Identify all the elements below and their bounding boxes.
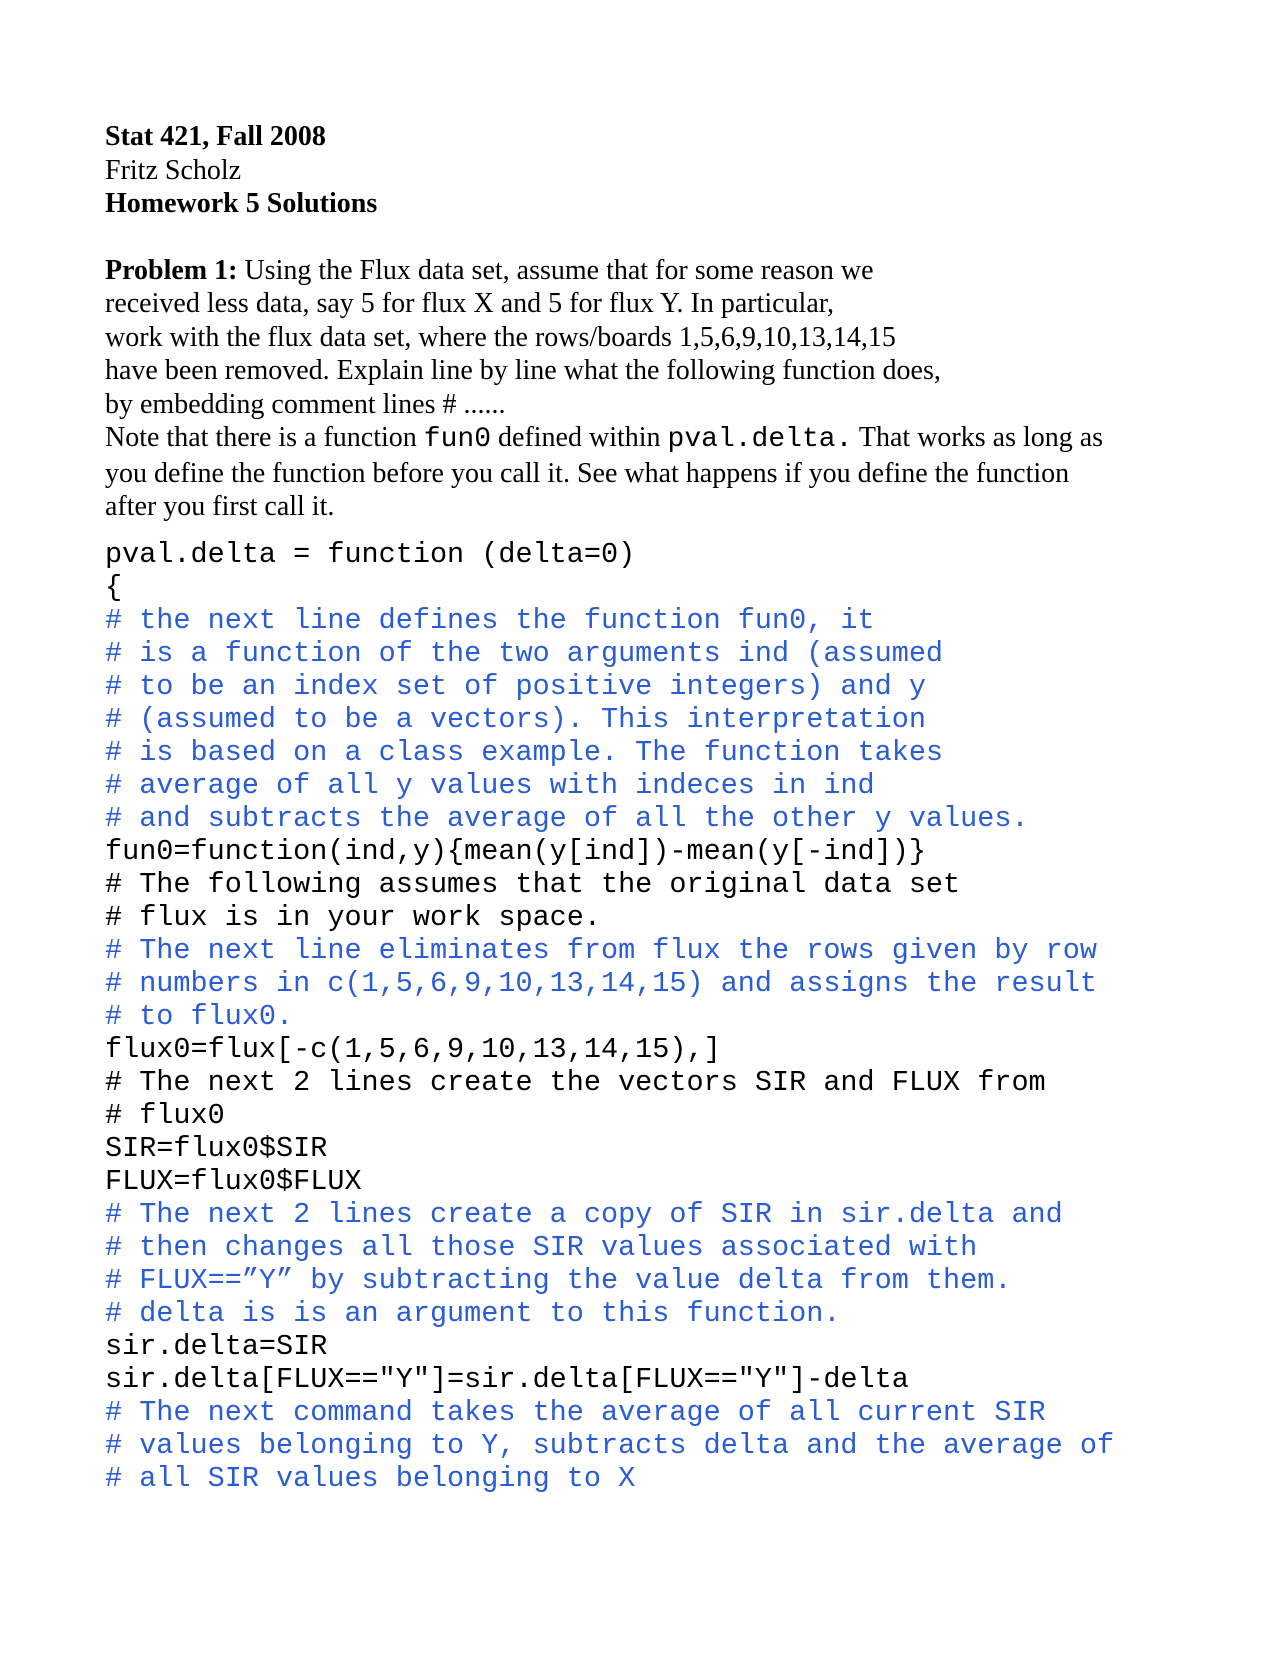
note-text-c: That works as long as <box>852 422 1104 453</box>
problem-line-4: have been removed. Explain line by line what the following function does, <box>105 355 941 386</box>
code-line: fun0=function(ind,y){mean(y[ind])-mean(y[-ind])} <box>105 834 926 868</box>
code-line: sir.delta[FLUX=="Y"]=sir.delta[FLUX=="Y"]-delta <box>105 1362 909 1396</box>
code-comment-line: # and subtracts the average of all the other y values. <box>105 801 1029 835</box>
note-text-b: defined within <box>491 422 668 453</box>
code-comment-line: # values belonging to Y, subtracts delta and the average of <box>105 1428 1115 1462</box>
code-comment-line: # to be an index set of positive integers) and y <box>105 669 926 703</box>
code-comment-line: # The next line eliminates from flux the rows given by row <box>105 933 1097 967</box>
code-comment-line: # numbers in c(1,5,6,9,10,13,14,15) and assigns the result <box>105 966 1097 1000</box>
code-comment-line: # The next 2 lines create a copy of SIR in sir.delta and <box>105 1197 1063 1231</box>
code-comment-line: # then changes all those SIR values associated with <box>105 1230 978 1264</box>
problem-line-8: after you first call it. <box>105 491 335 522</box>
problem-line-7: you define the function before you call it. See what happens if you define the function <box>105 457 1070 489</box>
code-line: { <box>105 570 123 604</box>
note-line <box>105 421 1205 457</box>
code-line: # The following assumes that the original data set <box>105 867 961 901</box>
problem-line-3: work with the flux data set, where the rows/boards 1,5,6,9,10,13,14,15 <box>105 321 896 353</box>
code-line: sir.delta=SIR <box>105 1329 328 1363</box>
note-text-a: Note that there is a function <box>105 422 424 453</box>
problem-line-5: by embedding comment lines # ...... <box>105 388 506 420</box>
document-page <box>105 120 1205 1495</box>
code-line: # The next 2 lines create the vectors SIR and FLUX from <box>105 1065 1046 1099</box>
document-title: Homework 5 Solutions <box>105 188 378 219</box>
code-comment-line: # average of all y values with indeces in ind <box>105 768 875 802</box>
problem-line-1-text: Using the Flux data set, assume that for some reason we <box>237 254 874 286</box>
code-line: # flux0 <box>105 1098 225 1132</box>
code-line: flux0=flux[-c(1,5,6,9,10,13,14,15),] <box>105 1032 721 1066</box>
problem-line-2: received less data, say 5 for flux X and 5 for flux Y. In particular, <box>105 288 834 319</box>
code-comment-line: # is a function of the two arguments ind (assumed <box>105 636 944 670</box>
code-comment-line: # delta is is an argument to this function. <box>105 1296 841 1330</box>
code-line: # flux is in your work space. <box>105 900 601 934</box>
code-comment-line: # the next line defines the function fun0, it <box>105 603 875 637</box>
code-line: SIR=flux0$SIR <box>105 1131 328 1165</box>
code-comment-line: # FLUX==”Y” by subtracting the value delta from them. <box>105 1263 1012 1297</box>
fun0-inline-code: fun0 <box>423 424 492 455</box>
pval-delta-inline-code: pval.delta. <box>667 424 853 455</box>
code-line: FLUX=flux0$FLUX <box>105 1164 362 1198</box>
author-name: Fritz Scholz <box>105 154 242 186</box>
code-comment-line: # is based on a class example. The function takes <box>105 735 944 769</box>
problem-label: Problem 1: <box>105 254 238 286</box>
code-line: pval.delta = function (delta=0) <box>105 537 636 571</box>
code-comment-line: # to flux0. <box>105 999 294 1033</box>
code-comment-line: # all SIR values belonging to X <box>105 1461 636 1495</box>
problem-line-1 <box>105 254 1205 288</box>
course-heading: Stat 421, Fall 2008 <box>105 121 326 152</box>
problem-statement <box>105 254 1205 524</box>
code-listing <box>105 538 1205 1495</box>
code-comment-line: # (assumed to be a vectors). This interpretation <box>105 702 926 736</box>
spacer <box>105 221 1205 254</box>
code-comment-line: # The next command takes the average of all current SIR <box>105 1395 1046 1429</box>
